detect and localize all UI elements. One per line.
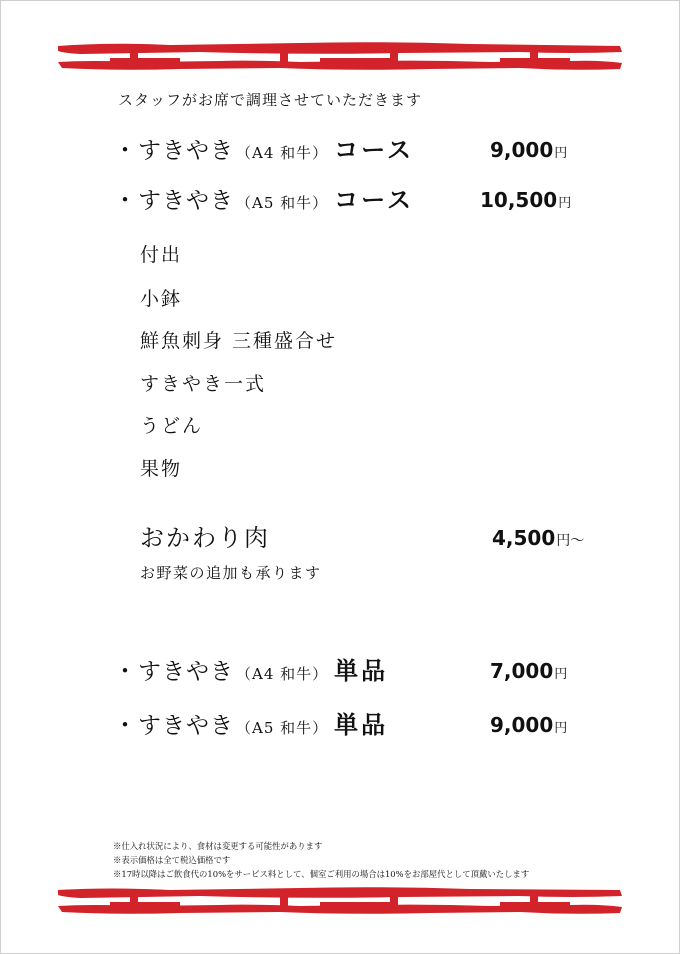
grade-label: （A5 和牛） [236, 719, 329, 737]
course-item: 鮮魚刺身 三種盛合せ [140, 330, 338, 352]
item-suffix: 単品 [334, 710, 389, 739]
bullet: ・ [113, 186, 137, 214]
price-value: 9,000 [490, 138, 554, 162]
item-main: すきやき [138, 659, 234, 685]
yen-mark: 円 [558, 196, 572, 211]
yen-mark: 円 [554, 721, 568, 736]
yen-mark: 円～ [556, 533, 585, 549]
price-value: 4,500 [492, 526, 556, 550]
tanpin-row-a4 [0, 651, 680, 691]
bullet: ・ [113, 711, 137, 739]
course-name [138, 180, 414, 223]
bullet: ・ [113, 136, 137, 164]
course-item: うどん [140, 415, 204, 437]
price [490, 705, 567, 749]
footnote: ※表示価格は全て税込価格です [113, 855, 231, 865]
course-row-a5 [0, 180, 680, 220]
grade-label: （A5 和牛） [236, 194, 329, 212]
footnote: ※仕入れ状況により、食材は変更する可能性があります [113, 841, 323, 851]
price-value: 9,000 [490, 713, 554, 737]
price [492, 518, 584, 561]
okawari-row [0, 518, 680, 558]
price [490, 651, 567, 695]
item-suffix: 単品 [334, 656, 389, 685]
footnote: ※17時以降はご飲食代の10%をサービス料として、個室ご利用の場合は10%をお部屋代として頂戴いたします [113, 869, 530, 879]
tanpin-row-a5 [0, 705, 680, 745]
item-main: すきやき [138, 713, 234, 739]
tanpin-name [138, 651, 388, 694]
price-value: 10,500 [480, 188, 558, 212]
grade-label: （A4 和牛） [236, 144, 329, 162]
top-decorative-band [50, 38, 630, 78]
price [490, 130, 567, 174]
item-main: すきやき [138, 138, 234, 164]
course-name [138, 130, 414, 173]
grade-label: （A4 和牛） [236, 665, 329, 683]
item-suffix: コース [334, 135, 414, 164]
price [480, 180, 571, 224]
course-item: 付出 [140, 244, 183, 266]
tanpin-name [138, 705, 388, 748]
course-item: すきやき一式 [140, 373, 267, 395]
course-item: 果物 [140, 458, 183, 480]
item-main: すきやき [138, 188, 234, 214]
course-item: 小鉢 [140, 288, 183, 310]
bottom-decorative-band [50, 882, 630, 922]
okawari-name: おかわり肉 [140, 524, 270, 552]
bullet: ・ [113, 657, 137, 685]
intro-text: スタッフがお席で調理させていただきます [118, 91, 423, 109]
item-suffix: コース [334, 185, 414, 214]
vegetable-note: お野菜の追加も承ります [140, 564, 322, 582]
yen-mark: 円 [554, 146, 568, 161]
footnotes [113, 839, 529, 881]
price-value: 7,000 [490, 659, 554, 683]
course-row-a4 [0, 130, 680, 170]
yen-mark: 円 [554, 667, 568, 682]
